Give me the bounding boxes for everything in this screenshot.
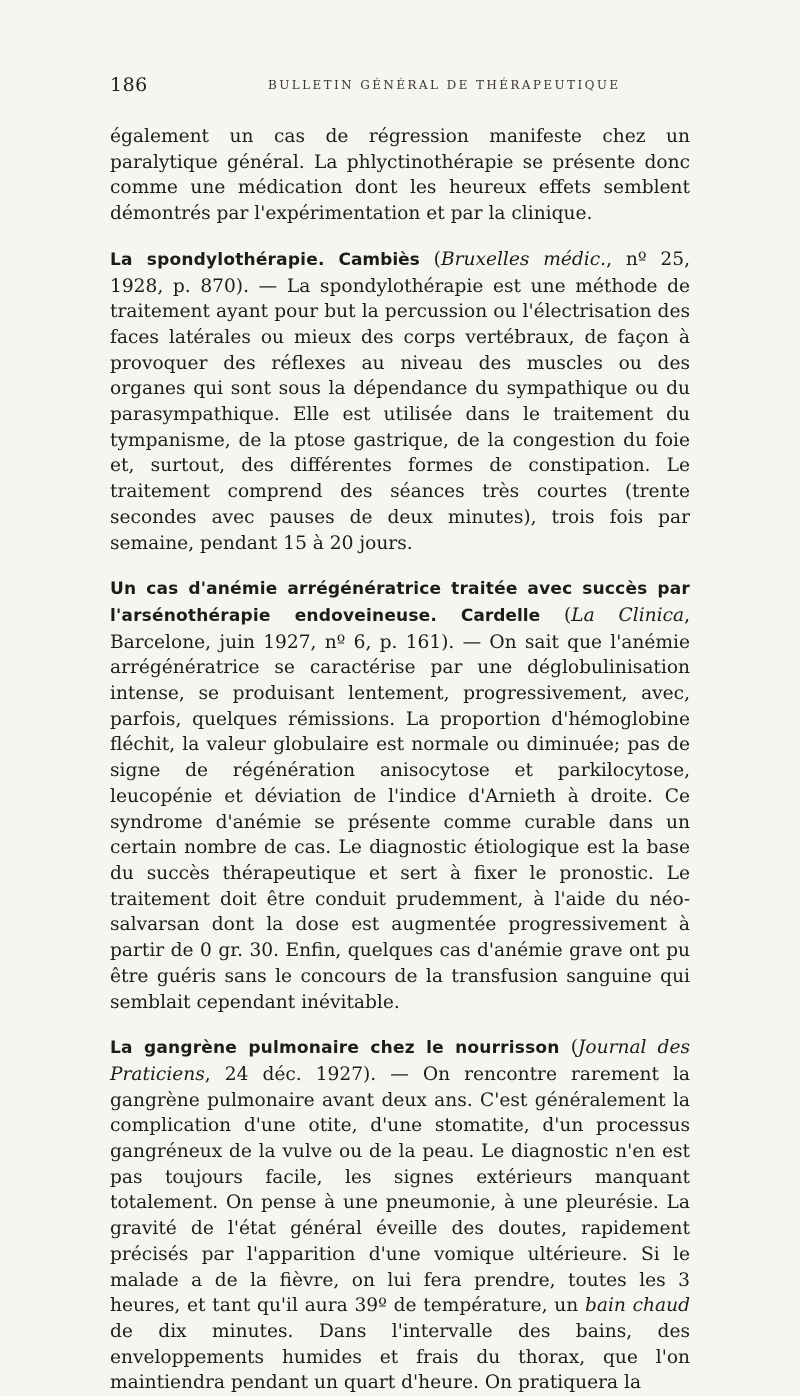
document-page (110, 74, 690, 1396)
article-source: Journal des Praticiens (110, 1037, 690, 1085)
article-source: La Clinica (571, 604, 685, 626)
article-body: On sait que l'anémie arrégénératrice se caractérise par une déglobulinisation intense, se produisant lentement, progressivement, avec, parfois, quelques rémissions. La proportion d'hémoglobine fléchit, la valeur globulaire est normale ou diminuée; pas de signe de régénération anisocytose et parkilocytose, leucopénie et déviation de l'indice d'Arnieth à droite. Ce syndrome d'anémie se présente comme curable dans un certain nombre de cas. Le diagnostic étiologique est la base du succès thérapeutique et sert à fixer le pronostic. Le traitement doit être conduit prudemment, à l'aide du néo-salvarsan dont la dose est augmentée progressivement à partir de 0 gr. 30. Enfin, quelques cas d'anémie grave ont pu être guéris sans le concours de la transfusion sanguine qui semblait cependant inévitable. (110, 631, 690, 1013)
article-citation: , Barcelone, juin 1927, nº 6, p. 161). — (110, 604, 690, 653)
article-emphasis: bain chaud (584, 1295, 690, 1317)
article-title: La spondylothérapie. (110, 249, 325, 270)
article-gangrene (110, 1035, 690, 1396)
page-number: 186 (110, 74, 148, 96)
article-spondylotherapie (110, 247, 690, 556)
page-header (110, 74, 690, 100)
article-body: La spondylothérapie est une méthode de traitement ayant pour but la percussion ou l'électrisation des faces latérales ou mieux des corps vertébraux, de façon à provoquer des réflexes au niveau des muscles ou des organes qui sont sous la dépendance du sympathique ou du parasympathique. Elle est utilisée dans le traitement du tympanisme, de la ptose gastrique, de la congestion du foie et, surtout, des différentes formes de constipation. Le traitement comprend des séances très courtes (trente secondes avec pauses de deux minutes), trois fois par semaine, pendant 15 à 20 jours. (110, 275, 690, 554)
source-open: ( (559, 1037, 578, 1059)
article-title: La gangrène pulmonaire chez le nourrisson (110, 1038, 560, 1059)
article-anemie (110, 576, 690, 1015)
article-body-end: de dix minutes. Dans l'intervalle des bains, des enveloppements humides et frais du thorax, que l'on maintiendra pendant un quart d'heure. On pratiquera la (110, 1320, 690, 1394)
intro-paragraph: également un cas de régression manifeste chez un paralytique général. La phlyctinothérapie se présente donc comme une médication dont les heureux effets semblent démontrés par l'expérimentation et par la clinique. (110, 126, 690, 225)
article-source: Bruxelles médic. (440, 248, 607, 270)
running-title: BULLETIN GÉNÉRAL DE THÉRAPEUTIQUE (268, 78, 621, 92)
article-citation: , 24 déc. 1927). — (204, 1063, 423, 1085)
article-body: On rencontre rarement la gangrène pulmonaire avant deux ans. C'est généralement la complication d'une otite, d'une stomatite, d'un processus gangréneux de la vulve ou de la peau. Le diagnostic n'en est pas toujours facile, les signes extérieurs manquant totalement. On pense à une pneumonie, à une pleurésie. La gravité de l'état général éveille des doutes, rapidement précisés par l'apparition d'une vomique ultérieure. Si le malade a de la fièvre, on lui fera prendre, toutes les 3 heures, et tant qu'il aura 39º de température, un (110, 1063, 691, 1317)
article-citation: , nº 25, 1928, p. 870). — (110, 248, 690, 297)
article-title: Un cas d'anémie arrégénératrice traitée avec succès par l'arsénothérapie endoveineuse. (110, 579, 690, 626)
source-open: ( (563, 604, 572, 626)
article-author: Cambiès (338, 249, 420, 270)
source-open: ( (433, 248, 441, 270)
article-author: Cardelle (460, 605, 541, 626)
